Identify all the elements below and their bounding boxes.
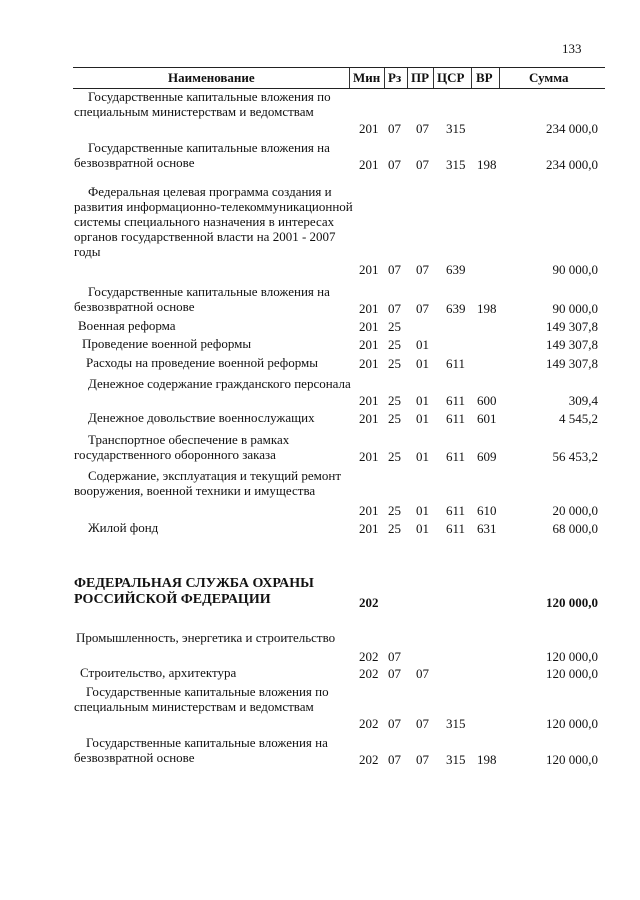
agency-name: ФЕДЕРАЛЬНАЯ СЛУЖБА ОХРАНЫ РОССИЙСКОЙ ФЕДЕРАЦИИ (74, 576, 314, 607)
row-sum: 120 000,0 (546, 649, 598, 664)
row-vr: 609 (477, 449, 497, 464)
row-pr: 01 (416, 393, 429, 408)
table-row (0, 140, 640, 172)
row-sum: 234 000,0 (546, 121, 598, 136)
row-sum: 4 545,2 (559, 411, 598, 426)
row-csr: 611 (446, 393, 466, 408)
row-min: 202 (359, 666, 379, 681)
row-name: Государственные капитальные вложения на безвозвратной основе (74, 140, 330, 170)
row-pr: 07 (416, 157, 429, 172)
row-vr: 198 (477, 301, 497, 316)
row-sum: 68 000,0 (552, 521, 598, 536)
column-divider (384, 68, 385, 88)
table-row (0, 665, 640, 681)
row-name: Транспортное обеспечение в рамках государственного оборонного заказа (74, 432, 290, 462)
row-sum: 120 000,0 (546, 666, 598, 681)
row-csr: 315 (446, 121, 466, 136)
table-row (0, 684, 640, 731)
table-row (0, 184, 640, 277)
header-min: Мин (353, 70, 381, 85)
row-name: Государственные капитальные вложения на безвозвратной основе (74, 284, 330, 314)
row-sum: 90 000,0 (552, 301, 598, 316)
row-min: 201 (359, 319, 379, 334)
row-rz: 25 (388, 319, 401, 334)
row-pr: 07 (416, 752, 429, 767)
row-min: 201 (359, 503, 379, 518)
row-sum: 234 000,0 (546, 157, 598, 172)
row-name: Расходы на проведение военной реформы (86, 355, 318, 370)
row-rz: 07 (388, 121, 401, 136)
row-rz: 25 (388, 449, 401, 464)
row-pr: 07 (416, 666, 429, 681)
table-row (0, 355, 640, 371)
row-min: 201 (359, 521, 379, 536)
row-min: 202 (359, 752, 379, 767)
row-pr: 01 (416, 521, 429, 536)
row-sum: 90 000,0 (552, 262, 598, 277)
column-divider (433, 68, 434, 88)
table-row (0, 630, 640, 664)
row-sum: 149 307,8 (546, 319, 598, 334)
row-pr: 01 (416, 337, 429, 352)
row-sum: 56 453,2 (552, 449, 598, 464)
column-divider (499, 68, 500, 88)
row-rz: 25 (388, 411, 401, 426)
row-vr: 601 (477, 411, 497, 426)
row-min: 201 (359, 411, 379, 426)
row-name: Проведение военной реформы (82, 336, 252, 351)
header-rz: Рз (388, 70, 402, 85)
row-min: 201 (359, 301, 379, 316)
row-name: Государственные капитальные вложения на безвозвратной основе (74, 735, 328, 765)
row-min: 202 (359, 716, 379, 731)
row-csr: 639 (446, 301, 466, 316)
column-divider (407, 68, 408, 88)
row-name: Государственные капитальные вложения по специальным министерствам и ведомствам (74, 89, 331, 119)
row-rz: 25 (388, 521, 401, 536)
header-sum: Сумма (529, 70, 569, 85)
row-name: Государственные капитальные вложения по специальным министерствам и ведомствам (74, 684, 329, 714)
row-csr: 315 (446, 752, 466, 767)
row-pr: 07 (416, 716, 429, 731)
table-row (0, 336, 640, 352)
row-pr: 01 (416, 449, 429, 464)
header-name: Наименование (168, 70, 255, 85)
row-min: 201 (359, 337, 379, 352)
row-csr: 611 (446, 356, 466, 371)
row-sum: 309,4 (568, 393, 598, 408)
row-name: Денежное довольствие военнослужащих (88, 410, 315, 425)
row-csr: 611 (446, 411, 466, 426)
table-header (73, 67, 605, 89)
row-min: 201 (359, 356, 379, 371)
table-row (0, 432, 640, 464)
row-rz: 25 (388, 356, 401, 371)
row-rz: 25 (388, 503, 401, 518)
row-min: 201 (359, 262, 379, 277)
table-row (0, 89, 640, 136)
row-min: 201 (359, 449, 379, 464)
row-rz: 07 (388, 752, 401, 767)
row-pr: 07 (416, 301, 429, 316)
row-min: 201 (359, 157, 379, 172)
row-rz: 25 (388, 393, 401, 408)
row-vr: 600 (477, 393, 497, 408)
row-name: Жилой фонд (88, 520, 159, 535)
table-row (0, 284, 640, 316)
row-csr: 315 (446, 716, 466, 731)
table-row (0, 735, 640, 767)
row-name: Строительство, архитектура (80, 665, 237, 680)
row-min: 202 (359, 595, 379, 610)
row-min: 201 (359, 121, 379, 136)
row-vr: 610 (477, 503, 497, 518)
row-csr: 611 (446, 521, 466, 536)
table-row (0, 318, 640, 334)
row-pr: 01 (416, 356, 429, 371)
table-row (0, 410, 640, 426)
agency-heading-row (0, 576, 640, 610)
page-number: 133 (562, 41, 582, 56)
row-sum: 20 000,0 (552, 503, 598, 518)
header-csr: ЦСР (437, 70, 465, 85)
row-pr: 01 (416, 503, 429, 518)
table-row (0, 520, 640, 536)
row-sum: 149 307,8 (546, 337, 598, 352)
row-sum: 120 000,0 (546, 752, 598, 767)
column-divider (349, 68, 350, 88)
row-vr: 198 (477, 752, 497, 767)
header-vr: ВР (476, 70, 493, 85)
row-csr: 611 (446, 503, 466, 518)
row-sum: 149 307,8 (546, 356, 598, 371)
row-csr: 639 (446, 262, 466, 277)
row-name: Федеральная целевая программа создания и развития информационно-телекоммуникационной системы специального назначения в интересах органов государственной власти на 2001 - 2007 годы (74, 184, 353, 259)
row-sum: 120 000,0 (546, 716, 598, 731)
column-divider (471, 68, 472, 88)
row-sum: 120 000,0 (546, 595, 598, 610)
row-name: Промышленность, энергетика и строительство (76, 630, 336, 645)
row-name: Военная реформа (78, 318, 176, 333)
row-min: 202 (359, 649, 379, 664)
row-pr: 07 (416, 262, 429, 277)
row-rz: 07 (388, 716, 401, 731)
row-csr: 315 (446, 157, 466, 172)
row-rz: 07 (388, 649, 401, 664)
row-min: 201 (359, 393, 379, 408)
row-name: Денежное содержание гражданского персонала (88, 376, 351, 391)
row-rz: 07 (388, 666, 401, 681)
row-vr: 631 (477, 521, 497, 536)
row-rz: 07 (388, 301, 401, 316)
table-row (0, 376, 640, 408)
row-pr: 01 (416, 411, 429, 426)
row-csr: 611 (446, 449, 466, 464)
row-rz: 07 (388, 157, 401, 172)
header-pr: ПР (411, 70, 430, 85)
row-vr: 198 (477, 157, 497, 172)
row-rz: 07 (388, 262, 401, 277)
row-pr: 07 (416, 121, 429, 136)
row-rz: 25 (388, 337, 401, 352)
row-name: Содержание, эксплуатация и текущий ремонт вооружения, военной техники и имущества (74, 468, 342, 498)
table-row (0, 468, 640, 518)
